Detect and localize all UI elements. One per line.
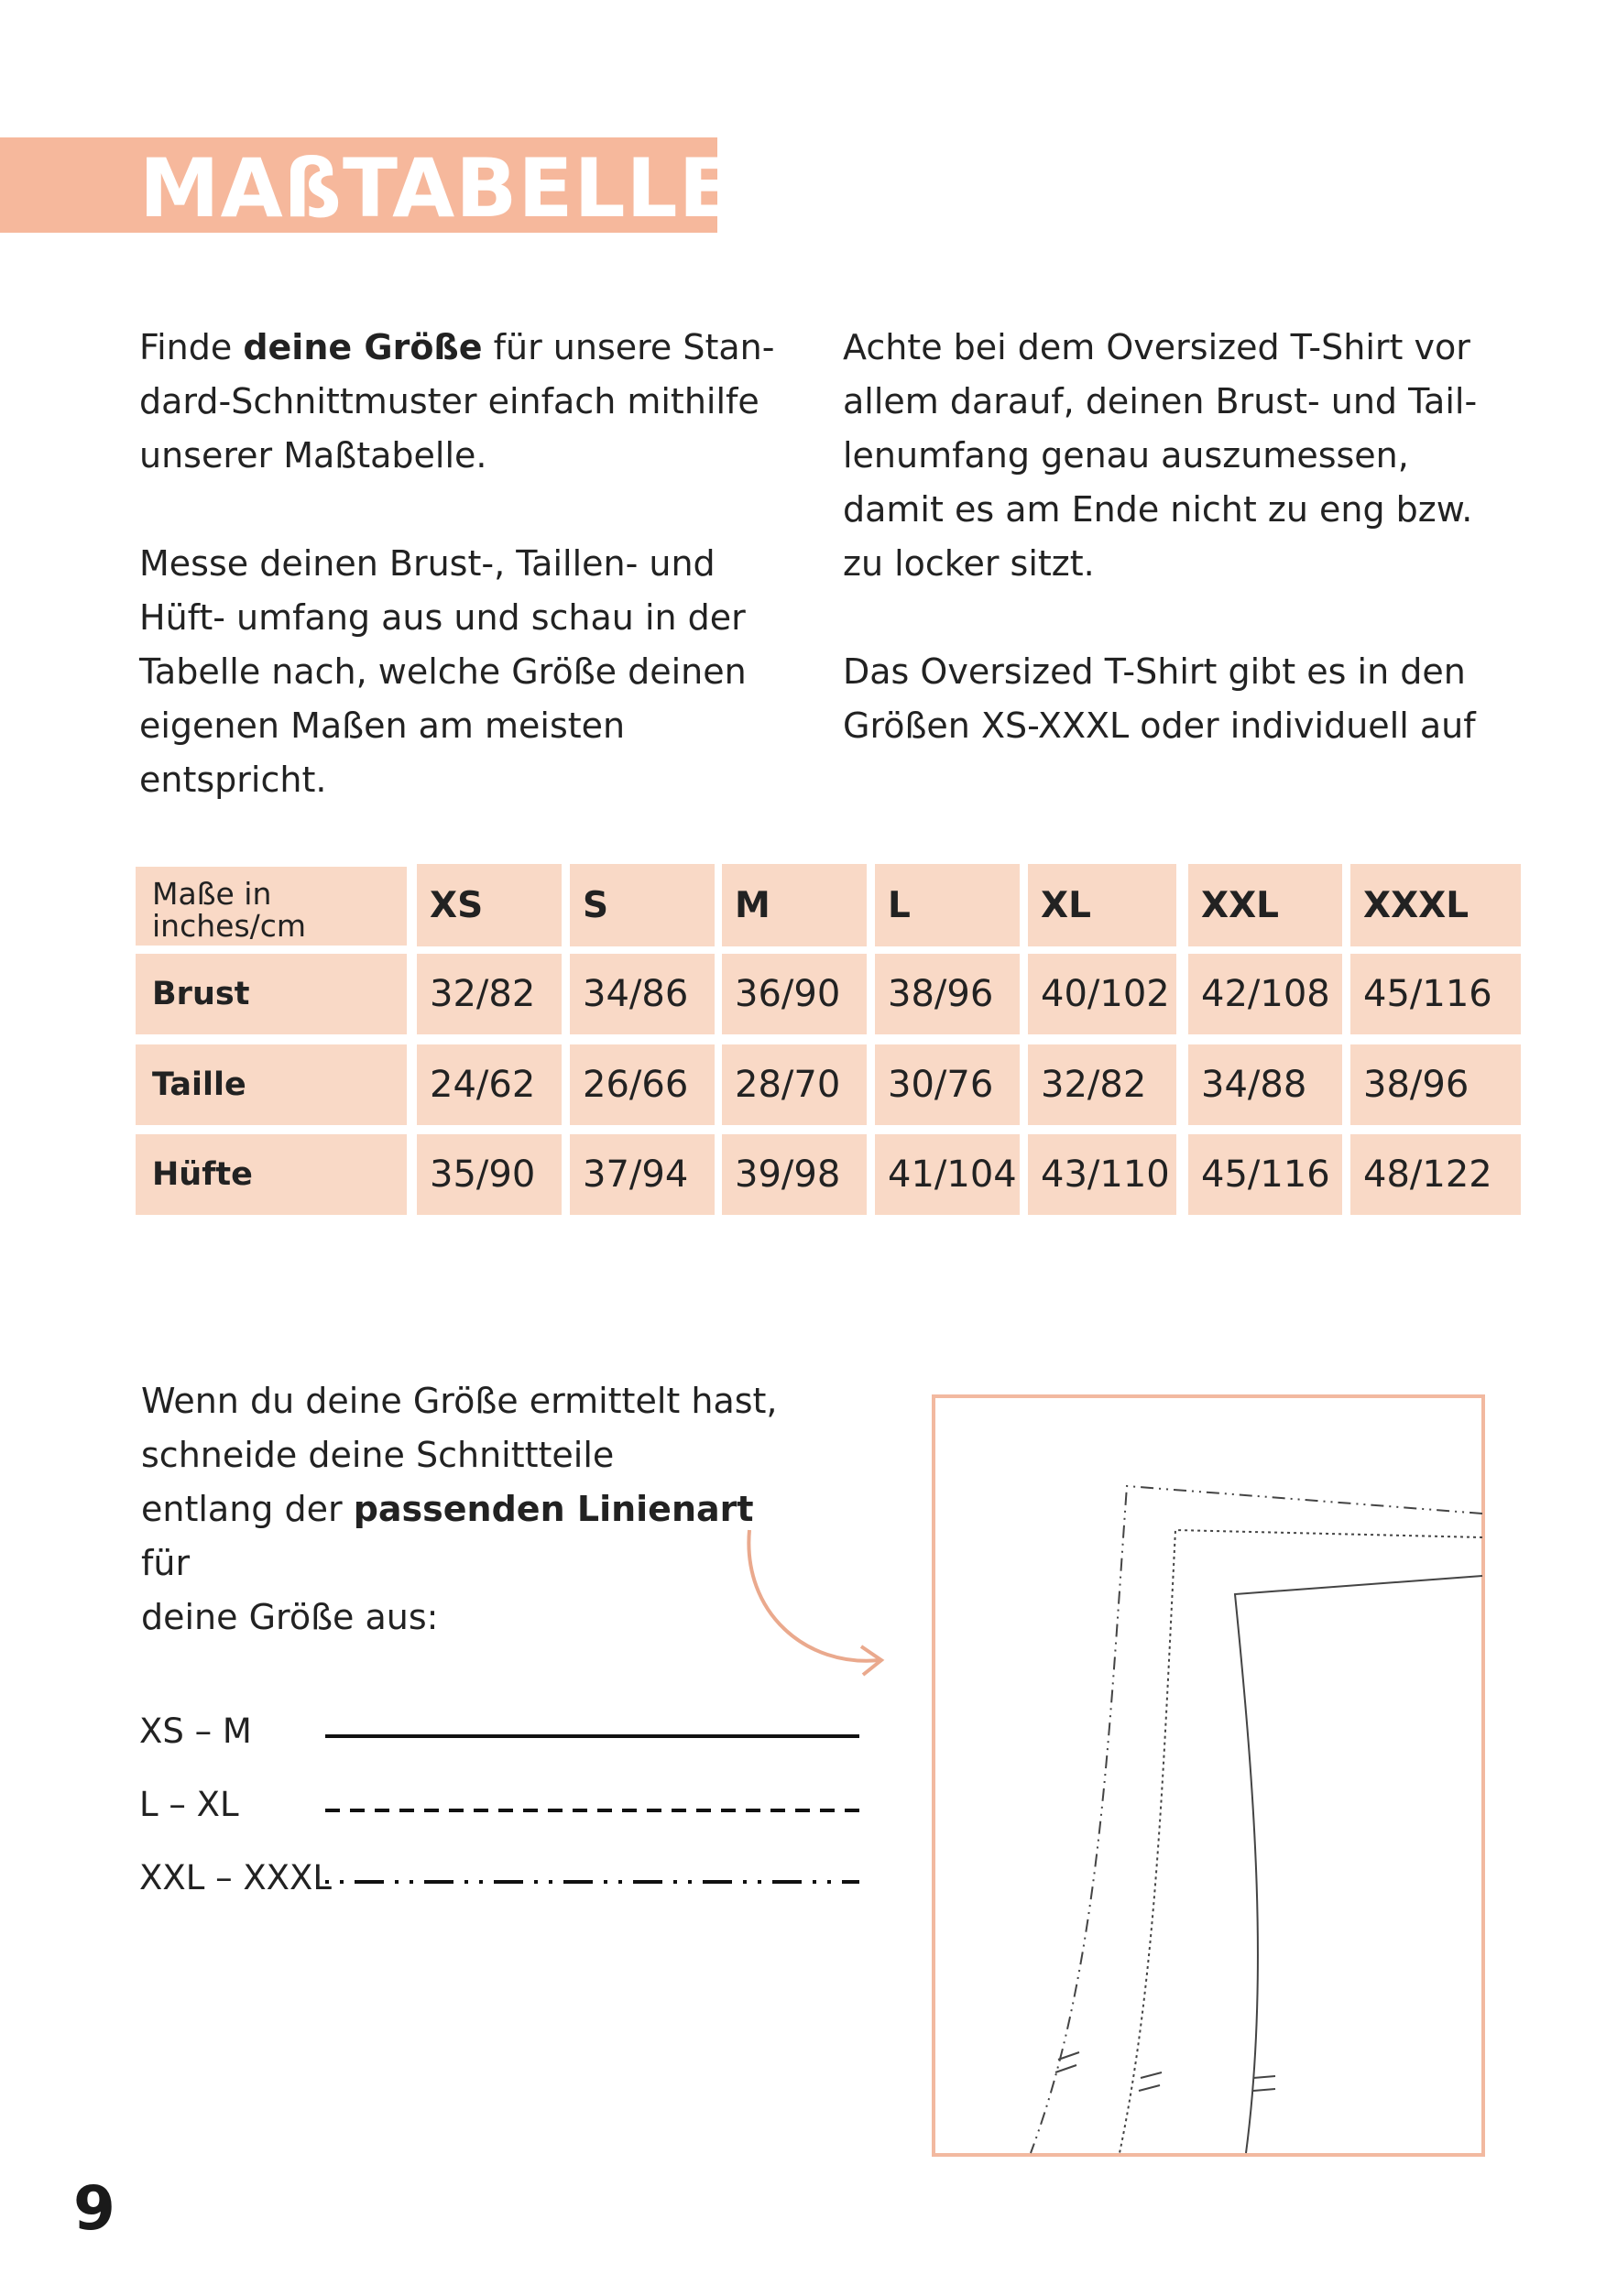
table-cell: 42/108	[1188, 954, 1342, 1034]
table-cell: 34/86	[570, 954, 715, 1034]
table-cell: 38/96	[875, 954, 1020, 1034]
row-label-1: Taille	[136, 1044, 407, 1125]
table-cell: 40/102	[1028, 954, 1176, 1034]
size-header-l: L	[875, 864, 1020, 946]
table-cell: 48/122	[1350, 1134, 1521, 1215]
size-header-s: S	[570, 864, 715, 946]
pattern-illustration-frame	[932, 1394, 1485, 2157]
row-label-2: Hüfte	[136, 1134, 407, 1215]
legend-label-xxl-xxxl: XXL – XXXL	[139, 1858, 332, 1897]
size-header-m: M	[722, 864, 867, 946]
table-cell: 35/90	[417, 1134, 562, 1215]
table-cell: 28/70	[722, 1044, 867, 1125]
table-cell: 37/94	[570, 1134, 715, 1215]
table-cell: 38/96	[1350, 1044, 1521, 1125]
cutting-instructions: Wenn du deine Größe ermittelt hast, schneide deine Schnittteile entlang der passenden Linienart für deine Größe aus:	[141, 1381, 778, 1637]
table-cell: 41/104	[875, 1134, 1020, 1215]
intro-right-paragraph-2: Das Oversized T-Shirt gibt es in den Größen XS-XXXL oder individuell auf	[843, 651, 1476, 746]
table-cell: 39/98	[722, 1134, 867, 1215]
page-number: 9	[73, 2173, 115, 2244]
table-cell: 45/116	[1350, 954, 1521, 1034]
table-cell: 32/82	[1028, 1044, 1176, 1125]
size-header-xs: XS	[417, 864, 562, 946]
intro-left-paragraph-1: Finde deine Größe für unsere Stan- dard-Schnittmuster einfach mithilfe unserer Maßtabelle.	[139, 327, 775, 476]
size-header-xxxl: XXXL	[1350, 864, 1521, 946]
legend-label-l-xl: L – XL	[139, 1785, 239, 1824]
size-header-xl: XL	[1028, 864, 1176, 946]
row-label-0: Brust	[136, 954, 407, 1034]
table-cell: 43/110	[1028, 1134, 1176, 1215]
table-cell: 30/76	[875, 1044, 1020, 1125]
table-cell: 32/82	[417, 954, 562, 1034]
table-cell: 34/88	[1188, 1044, 1342, 1125]
table-cell: 24/62	[417, 1044, 562, 1125]
intro-left-paragraph-2: Messe deinen Brust-, Taillen- und Hüft- umfang aus und schau in der Tabelle nach, welche Größe deinen eigenen Maßen am meisten entspricht.	[139, 543, 747, 800]
intro-right-paragraph-1: Achte bei dem Oversized T-Shirt vor allem darauf, deinen Brust- und Tail- lenumfang genau auszumessen, damit es am Ende nicht zu eng bzw. zu locker sitzt.	[843, 327, 1478, 584]
intro-left	[139, 321, 781, 807]
page-title: MAßTABELLE	[139, 141, 735, 235]
table-corner-header: Maße in inches/cm	[136, 867, 407, 946]
table-cell: 36/90	[722, 954, 867, 1034]
intro-right	[843, 321, 1502, 753]
table-cell: 26/66	[570, 1044, 715, 1125]
size-header-xxl: XXL	[1188, 864, 1342, 946]
legend-label-xs-m: XS – M	[139, 1711, 252, 1751]
table-cell: 45/116	[1188, 1134, 1342, 1215]
